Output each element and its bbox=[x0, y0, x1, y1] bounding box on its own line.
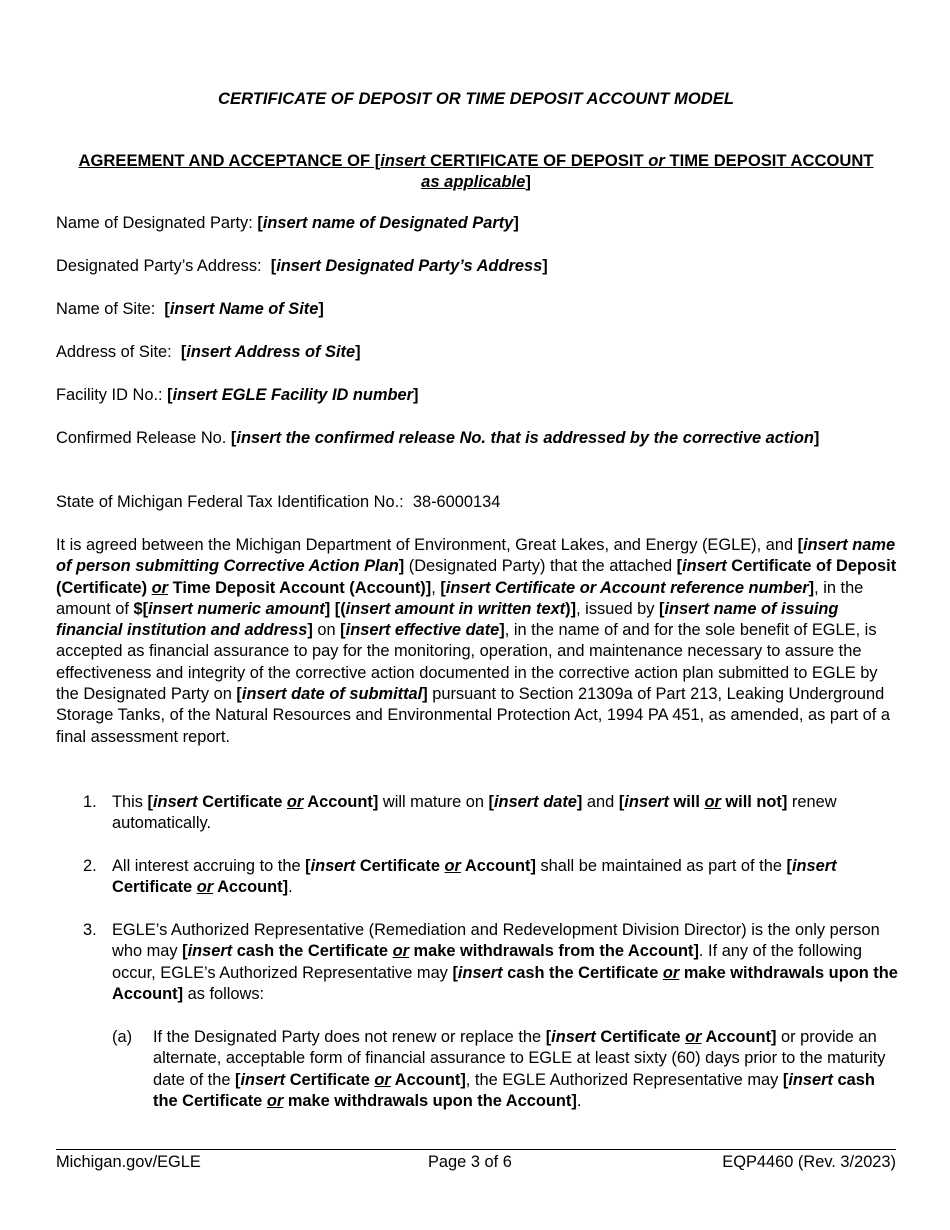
list-item-text: This [insert Certificate or Account] will mature on [insert date] and [insert will or will not] renew automatically. bbox=[112, 793, 837, 833]
sub-list-item-label: (a) bbox=[112, 1028, 133, 1046]
list-item-text: All interest accruing to the [insert Certificate or Account] shall be maintained as part of the [insert Certificate or Account]. bbox=[112, 857, 837, 897]
tax-id-field: State of Michigan Federal Tax Identification No.: 38-6000134 bbox=[56, 493, 501, 511]
list-item-number: 1. bbox=[83, 793, 97, 811]
tax-id-value: 38-6000134 bbox=[412, 493, 501, 511]
document-title: CERTIFICATE OF DEPOSIT OR TIME DEPOSIT ACCOUNT MODEL bbox=[218, 89, 734, 108]
sub-list-item-text: If the Designated Party does not renew or replace the [insert Certificate or Account] or provide an alternate, acceptable form of financial assurance to EGLE at least sixty (60) days prior to the maturity date of the [insert Certificate or Account], the EGLE Authorized Representative may [insert cash the Certificate or make withdrawals upon the Account]. bbox=[153, 1028, 886, 1110]
list-item-number: 3. bbox=[83, 921, 97, 939]
site-name-field: Name of Site: [insert Name of Site] bbox=[56, 300, 324, 318]
footer-form-number: EQP4460 (Rev. 3/2023) bbox=[722, 1153, 896, 1171]
page-footer bbox=[56, 1153, 896, 1175]
site-address-field: Address of Site: [insert Address of Site] bbox=[56, 343, 361, 361]
footer-website: Michigan.gov/EGLE bbox=[56, 1153, 201, 1171]
confirmed-release-field: Confirmed Release No. [insert the confirmed release No. that is addressed by the corrective action] bbox=[56, 429, 820, 447]
footer-page-number: Page 3 of 6 bbox=[428, 1153, 512, 1171]
agreement-paragraph: It is agreed between the Michigan Department of Environment, Great Lakes, and Energy (EGLE), and [insert name of person submitting Corrective Action Plan] (Designated Party) that the attached [insert Certificate of Deposit (Certificate) or Time Deposit Account (Account)], [insert Certificate or Account reference number], in the amount of $[insert numeric amount] [(insert amount in written text)], issued by [insert name of issuing financial institution and address] on [insert effective date], in the name of and for the sole benefit of EGLE, is accepted as financial assurance to pay for the monitoring, operation, and maintenance necessary to assure the effectiveness and integrity of the corrective action documented in the corrective action plan submitted to EGLE by the Designated Party on [insert date of submittal] pursuant to Section 21309a of Part 213, Leaking Underground Storage Tanks, of the Natural Resources and Environmental Protection Act, 1994 PA 451, as amended, as part of a final assessment report. bbox=[56, 536, 897, 746]
facility-id-field: Facility ID No.: [insert EGLE Facility ID number] bbox=[56, 386, 419, 404]
list-item-number: 2. bbox=[83, 857, 97, 875]
list-item-text: EGLE’s Authorized Representative (Remediation and Redevelopment Division Director) is the only person who may [insert cash the Certificate or make withdrawals from the Account]. If any of the following occur, EGLE’s Authorized Representative may [insert cash the Certificate or make withdrawals upon the Account] as follows: bbox=[112, 921, 898, 1003]
agreement-heading: AGREEMENT AND ACCEPTANCE OF [insert CERTIFICATE OF DEPOSIT or TIME DEPOSIT ACCOUNT as applicable] bbox=[78, 151, 874, 191]
designated-party-address-field: Designated Party’s Address: [insert Designated Party’s Address] bbox=[56, 257, 548, 275]
footer-divider bbox=[56, 1149, 896, 1150]
designated-party-name-field: Name of Designated Party: [insert name of Designated Party] bbox=[56, 214, 519, 232]
